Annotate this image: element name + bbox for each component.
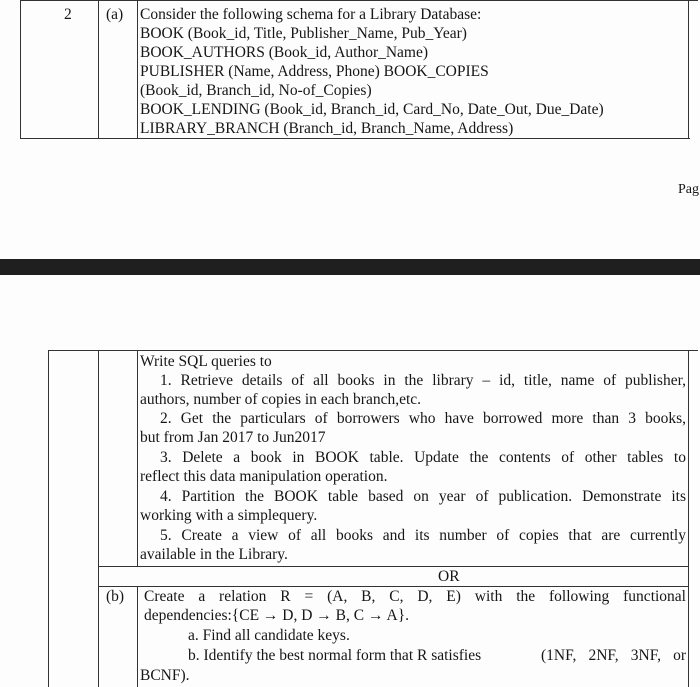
schema-book-copies: (Book_id, Branch_id, No-of_Copies) bbox=[140, 82, 372, 99]
row-divider bbox=[98, 566, 688, 567]
schema-book-lending: BOOK_LENDING (Book_id, Branch_id, Card_No, Date_Out, Due_Date) bbox=[140, 101, 604, 118]
query-3-line-1: 3. Delete a book in BOOK table. Update the contents of other tables to bbox=[160, 449, 686, 466]
part-b-line-1: Create a relation R = (A, B, C, D, E) with the following functional bbox=[144, 588, 686, 605]
schema-book: BOOK (Book_id, Title, Publisher_Name, Pub_Year) bbox=[140, 25, 467, 42]
part-b-item-a: a. Find all candidate keys. bbox=[188, 627, 350, 644]
table-bottom-border bbox=[20, 138, 690, 139]
queries-intro: Write SQL queries to bbox=[140, 353, 272, 370]
page-label: Pag bbox=[678, 182, 699, 197]
part-b-item-b-end: BCNF). bbox=[140, 667, 190, 684]
part-b-line-2: dependencies:{CE → D, D → B, C → A}. bbox=[144, 607, 410, 624]
column-divider bbox=[137, 0, 138, 139]
column-divider bbox=[98, 0, 99, 139]
table-left-border bbox=[48, 350, 49, 687]
part-b-item-b-options: (1NF, 2NF, 3NF, or bbox=[541, 647, 686, 664]
query-1-line-1: 1. Retrieve details of all books in the library – id, title, name of publisher, bbox=[160, 372, 686, 389]
schema-intro: Consider the following schema for a Library Database: bbox=[140, 6, 482, 23]
query-2-line-2: but from Jan 2017 to Jun2017 bbox=[140, 429, 326, 446]
page-separator bbox=[0, 259, 700, 275]
table-right-border bbox=[688, 0, 689, 139]
column-divider bbox=[137, 586, 138, 687]
column-divider bbox=[98, 350, 99, 687]
table-top-border bbox=[20, 0, 698, 1]
query-5-line-1: 5. Create a view of all books and its number of copies that are currently bbox=[160, 527, 686, 544]
query-1-line-2: authors, number of copies in each branch,etc. bbox=[140, 391, 422, 408]
question-number: 2 bbox=[64, 6, 72, 23]
schema-library-branch: LIBRARY_BRANCH (Branch_id, Branch_Name, Address) bbox=[140, 120, 514, 137]
query-4-line-2: working with a simplequery. bbox=[140, 507, 318, 524]
query-3-line-2: reflect this data manipulation operation. bbox=[140, 468, 388, 485]
schema-book-authors: BOOK_AUTHORS (Book_id, Author_Name) bbox=[140, 44, 429, 61]
part-b-item-b: b. Identify the best normal form that R satisfies bbox=[188, 647, 482, 664]
table-top-border bbox=[48, 350, 698, 351]
table-right-border bbox=[688, 350, 689, 687]
part-b-label: (b) bbox=[106, 588, 125, 605]
query-5-line-2: available in the Library. bbox=[140, 546, 288, 563]
column-divider bbox=[137, 350, 138, 566]
table-left-border bbox=[20, 0, 21, 139]
schema-publisher: PUBLISHER (Name, Address, Phone) BOOK_COPIES bbox=[140, 63, 489, 80]
query-2-line-1: 2. Get the particulars of borrowers who have borrowed more than 3 books, bbox=[160, 410, 686, 427]
query-4-line-1: 4. Partition the BOOK table based on year of publication. Demonstrate its bbox=[160, 488, 686, 505]
or-label: OR bbox=[438, 568, 460, 585]
part-a-label: (a) bbox=[106, 6, 124, 23]
